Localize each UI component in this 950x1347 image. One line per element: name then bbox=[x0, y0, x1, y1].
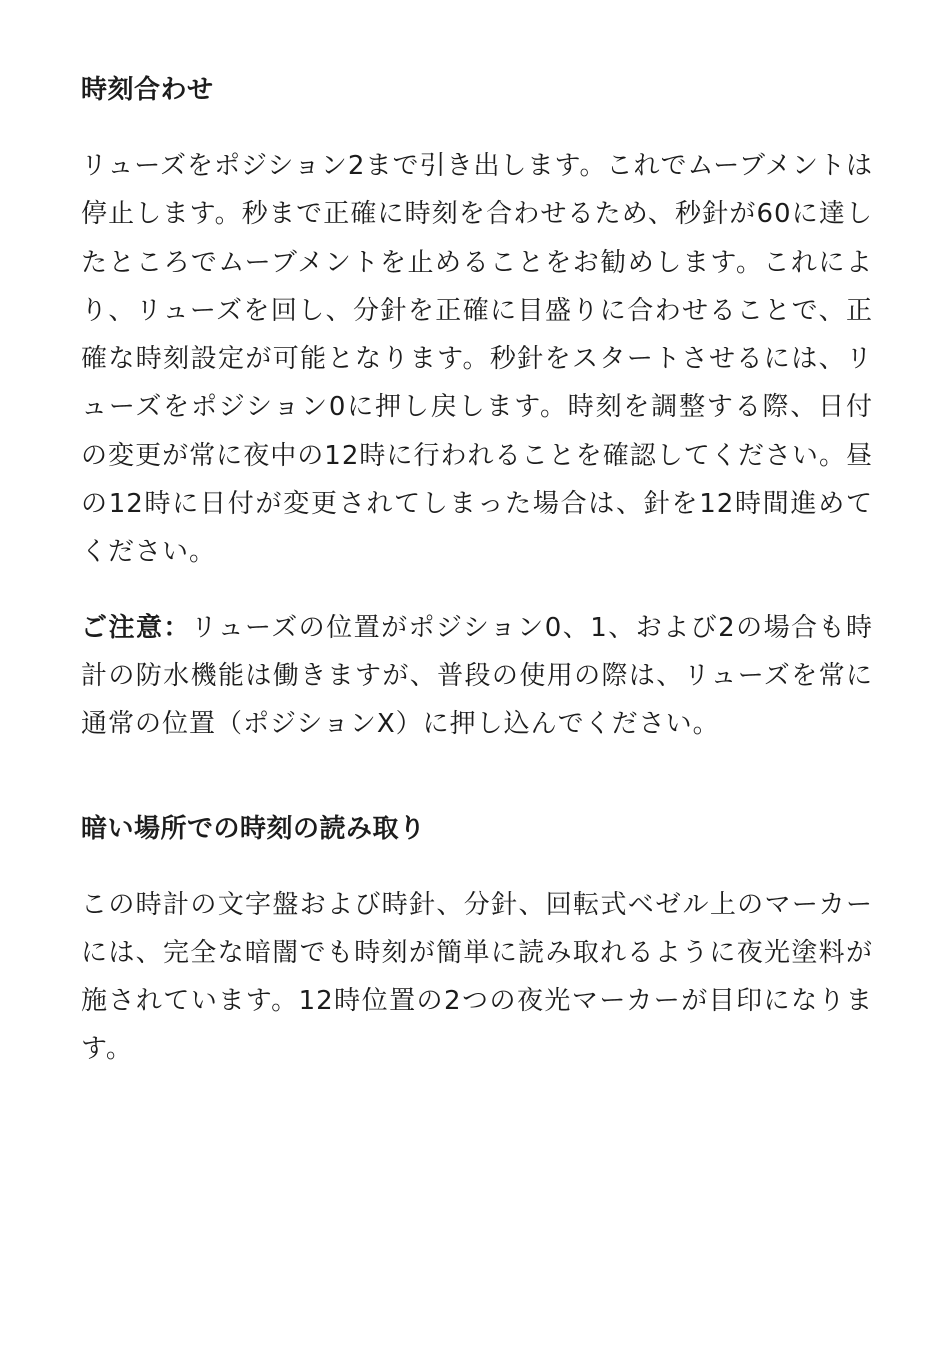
section-heading-time-setting: 時刻合わせ bbox=[81, 75, 214, 105]
paragraph-reading-in-dark: この時計の文字盤および時針、分針、回転式ベゼル上のマーカーには、完全な暗闇でも時刻が簡単に読み取れるように夜光塗料が施されています。12時位置の2つの夜光マーカーが目印になります。 bbox=[81, 889, 873, 1065]
paragraph-time-setting: リューズをポジション2まで引き出します。これでムーブメントは停止します。秒まで正確に時刻を合わせるため、秒針が60に達したところでムーブメントを止めることをお勧めします。これにより、リューズを回し、分針を正確に目盛りに合わせることで、正確な時刻設定が可能となります。秒針をスタートさせるには、リューズをポジション0に押し戻します。時刻を調整する際、日付の変更が常に夜中の12時に行われることを確認してください。昼の12時に日付が変更されてしまった場合は、針を12時間進めてください。 bbox=[81, 151, 873, 568]
note-label: ご注意： bbox=[81, 612, 191, 643]
section-time-setting bbox=[81, 70, 873, 749]
note-paragraph bbox=[81, 604, 873, 749]
document-page bbox=[81, 70, 873, 1074]
section-heading-reading-in-dark: 暗い場所での時刻の読み取り bbox=[81, 813, 426, 844]
note-text: リューズの位置がポジション0、1、および2の場合も時計の防水機能は働きますが、普段の使用の際は、リューズを常に通常の位置（ポジションX）に押し込んでください。 bbox=[81, 612, 873, 740]
section-reading-in-dark bbox=[81, 809, 873, 1074]
